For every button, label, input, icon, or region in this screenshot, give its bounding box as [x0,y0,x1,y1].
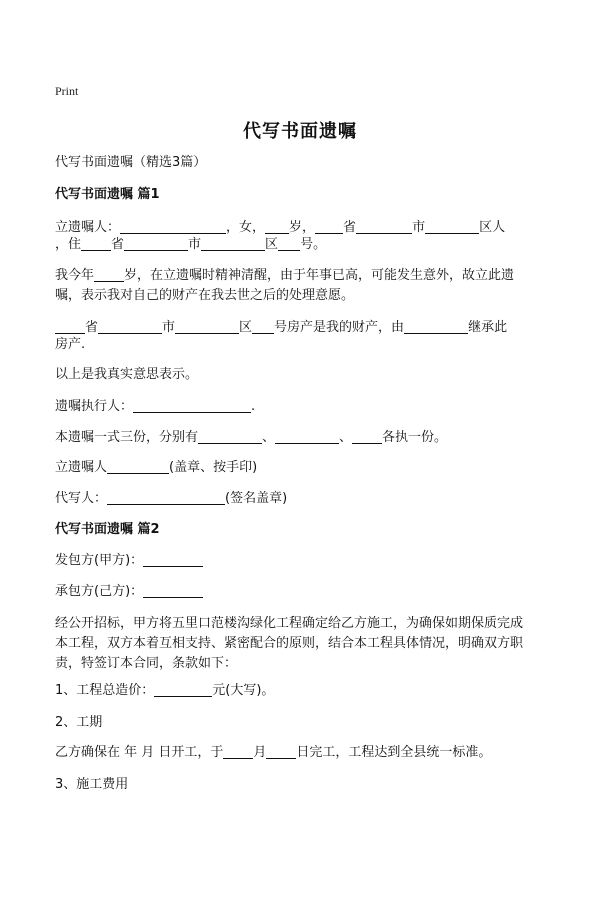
party-b-label: 承包方(己方)： [55,584,144,599]
section2-item3: 3、施工费用 [55,777,129,792]
party-a-label: 发包方(甲方)： [55,553,144,568]
section1-testator-line2 [55,233,555,257]
blank-res-number [278,235,300,251]
gender-text: ，女， [226,220,266,235]
line2-district: 区 [265,237,279,252]
blank-name [120,218,226,234]
testator-label: 立遗嘱人： [55,220,121,235]
blank-province [315,218,343,234]
section2-item2: 2、工期 [55,715,103,730]
blank-total-price [154,681,212,697]
blank-p3-number [252,318,274,334]
age-unit: 岁， [289,220,316,235]
blank-p2-age [94,266,124,282]
print-link[interactable]: Print [55,84,79,98]
blank-p3-district [175,318,239,334]
p2-a: 我今年 [55,268,95,283]
district-person-text: 区人 [479,220,506,235]
section1-copies [55,426,555,450]
executor-label: 遗嘱执行人： [55,399,134,414]
blank-executor [133,397,251,413]
p3-city: 市 [162,320,176,335]
section1-p2-line2: 嘱，表示我对自己的财产在我去世之后的处理意愿。 [55,288,355,303]
blank-res-city [124,235,188,251]
blank-copy2 [275,428,339,444]
line2-prefix: ，住 [55,237,82,252]
sign-testator-label: 立遗嘱人 [55,460,108,475]
item1-b: 元(大写)。 [212,683,275,698]
city-text: 市 [412,220,426,235]
blank-sign-writer [107,489,225,505]
blank-p3-city [98,318,162,334]
blank-party-b [143,582,203,598]
copies-sep1: 、 [262,430,276,445]
section1-p3-line2: 房产. [55,337,86,352]
copies-a: 本遗嘱一式三份，分别有 [55,430,199,445]
blank-district [425,218,479,234]
section2-item1 [55,679,555,703]
blank-sign-testator [107,458,169,474]
schedule-a: 乙方确保在 年 月 日开工，于 [55,745,224,760]
p3-district: 区 [239,320,253,335]
line2-province: 省 [111,237,125,252]
section2-body-line3: 责，特签订本合同，条款如下： [55,656,238,671]
executor-end: . [251,399,256,414]
section1-sign-writer [55,487,555,511]
section1-executor [55,395,555,419]
p2-b: 岁，在立遗嘱时精神清醒，由于年事已高，可能发生意外，故立此遗 [124,268,515,283]
p3-inherit: 继承此 [468,320,508,335]
line2-city: 市 [188,237,202,252]
sign-writer-note: (签名盖章) [225,491,288,506]
blank-end-day [266,743,296,759]
section2-schedule [55,741,555,765]
section2-party-a [55,549,555,573]
blank-party-a [143,551,203,567]
section1-sign-testator [55,456,555,480]
page-title: 代写书面遗嘱 [243,121,357,142]
schedule-b: 日完工，工程达到全县统一标准。 [296,745,492,760]
section2-heading: 代写书面遗嘱 篇2 [55,522,160,537]
blank-copy3 [352,428,382,444]
blank-p3-heir [404,318,468,334]
line2-number: 号。 [300,237,327,252]
sign-writer-label: 代写人： [55,491,108,506]
blank-res-district [201,235,265,251]
blank-p3-province [55,318,85,334]
p3-house: 号房产是我的财产，由 [274,320,405,335]
section2-party-b [55,580,555,604]
sign-testator-note: (盖章、按手印) [169,460,258,475]
section2-body-line1: 经公开招标，甲方将五里口范楼沟绿化工程确定给乙方施工，为确保如期保质完成 [55,616,524,631]
blank-copy1 [198,428,262,444]
blank-city [356,218,412,234]
blank-res-province [81,235,111,251]
p3-province: 省 [85,320,99,335]
section1-statement: 以上是我真实意思表示。 [55,367,199,382]
blank-end-month [223,743,253,759]
schedule-month: 月 [253,745,267,760]
intro-text: 代写书面遗嘱（精选3篇） [55,155,207,170]
copies-b: 各执一份。 [382,430,448,445]
item1-a: 1、工程总造价： [55,683,155,698]
section1-heading: 代写书面遗嘱 篇1 [55,187,160,202]
copies-sep2: 、 [339,430,353,445]
province-text: 省 [343,220,357,235]
section2-body-line2: 本工程，双方本着互相支持、紧密配合的原则，结合本工程具体情况，明确双方职 [55,636,524,651]
blank-age [265,218,289,234]
